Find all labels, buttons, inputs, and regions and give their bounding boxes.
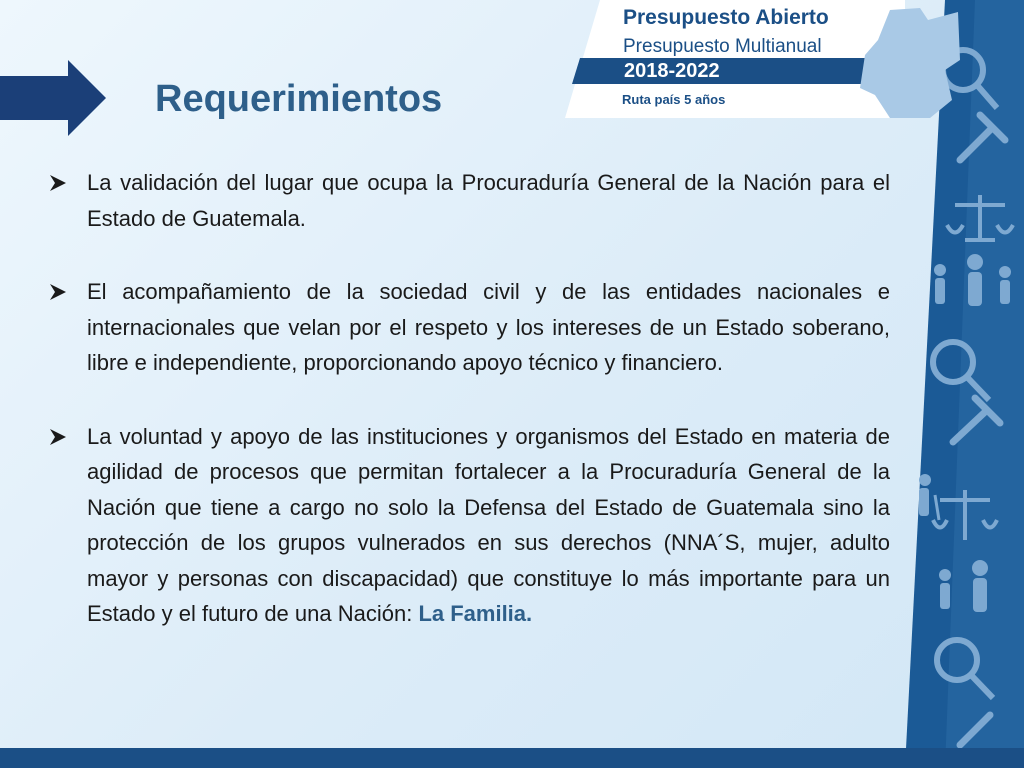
logo-subtitle: Presupuesto Multianual xyxy=(623,36,822,57)
bullet-text: La validación del lugar que ocupa la Procuraduría General de la Nación para el Estado de Guatemala. xyxy=(87,170,890,231)
arrow-bullet-icon xyxy=(48,173,68,193)
bullet-emphasis: La Familia. xyxy=(418,601,533,626)
logo-title: Presupuesto Abierto xyxy=(623,6,829,29)
logo-tagline: Ruta país 5 años xyxy=(622,92,726,107)
list-item xyxy=(48,274,890,381)
list-item xyxy=(48,419,890,632)
logo-years: 2018-2022 xyxy=(624,60,720,82)
bullet-text: La voluntad y apoyo de las instituciones y organismos del Estado en materia de agilidad de procesos que permitan fortalecer a la Procuraduría General de la Nación que tiene a cargo no solo la Defensa del Estado de Guatemala sino la protección de los grupos vulnerados en sus derechos (NNA´S, mujer, adulto mayor y personas con discapacidad) que constituye lo más importante para un Estado y el futuro de una Nación: xyxy=(87,423,890,626)
arrow-bullet-icon xyxy=(48,282,68,302)
list-item xyxy=(48,165,890,236)
requirements-list xyxy=(48,165,890,670)
page-title: Requerimientos xyxy=(155,78,443,120)
bullet-text: El acompañamiento de la sociedad civil y de las entidades nacionales e internacionales que velan por el respeto y los intereses de un Estado soberano, libre e independiente, proporcionando apoyo técnico y financiero. xyxy=(87,279,890,375)
arrow-bullet-icon xyxy=(48,427,68,447)
bottom-bar xyxy=(0,748,1024,768)
right-arrow-icon xyxy=(0,60,108,136)
